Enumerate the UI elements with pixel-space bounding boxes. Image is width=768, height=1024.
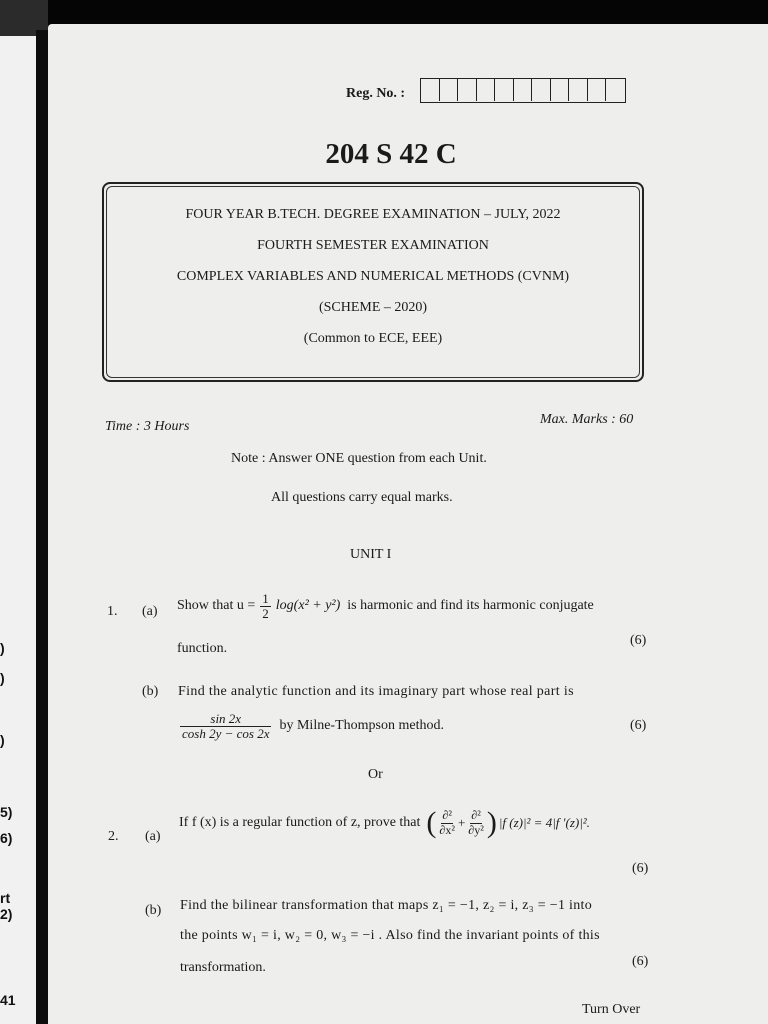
laplacian-identity: |f (z)|² = 4|f ′(z)|².	[498, 815, 590, 830]
fraction-numerator: ∂²	[471, 808, 481, 823]
half-fraction	[260, 592, 271, 620]
question-1a-line1	[177, 592, 594, 620]
subquestion-label: (a)	[142, 604, 158, 619]
reg-no-label: Reg. No. :	[346, 86, 406, 101]
question-2b-line3: transformation.	[180, 960, 266, 975]
exam-title-line: FOUR YEAR B.TECH. DEGREE EXAMINATION – JULY, 2022	[185, 207, 561, 222]
fraction-numerator: sin 2x	[180, 712, 271, 727]
left-paren: (	[426, 806, 437, 839]
question-1a-line2: function.	[177, 641, 228, 656]
q1a-suffix: is harmonic and find its harmonic conjugate	[347, 598, 594, 614]
scheme-line: (SCHEME – 2020)	[318, 300, 428, 315]
question-1b-line2	[178, 712, 444, 740]
right-paren: )	[486, 806, 497, 839]
page-spine-shadow	[36, 30, 48, 1024]
adjacent-page-strip	[0, 36, 38, 1024]
fraction-denominator: ∂x²	[439, 822, 455, 837]
marks-allocation: (6)	[632, 861, 649, 876]
subquestion-label: (b)	[145, 903, 162, 918]
margin-fragment: 2)	[0, 906, 13, 922]
subquestion-label: (b)	[142, 684, 159, 699]
margin-fragment: rt	[0, 890, 11, 906]
question-number: 2.	[108, 829, 119, 844]
marks-allocation: (6)	[630, 633, 647, 648]
reg-no-digit-box[interactable]	[588, 79, 607, 101]
instruction-note: Note : Answer ONE question from each Unit.	[231, 451, 487, 466]
fraction-numerator: 1	[262, 591, 269, 606]
real-part-fraction	[180, 712, 271, 740]
reg-no-boxes	[420, 78, 626, 103]
marks-allocation: (6)	[632, 954, 649, 969]
fraction-denominator: 2	[262, 605, 269, 621]
or-separator: Or	[368, 767, 383, 782]
margin-fragment: )	[0, 640, 5, 656]
reg-no-digit-box[interactable]	[440, 79, 459, 101]
paper-code: 204 S 42 C	[325, 138, 457, 170]
partial-y-fraction	[468, 809, 484, 836]
reg-no-digit-box[interactable]	[606, 79, 625, 101]
question-2a-line1	[179, 808, 590, 838]
fraction-denominator: ∂y²	[468, 822, 484, 837]
margin-fragment: 6)	[0, 830, 13, 846]
q1b-method: by Milne-Thompson method.	[279, 718, 444, 734]
subquestion-label: (a)	[145, 829, 161, 844]
q2a-prefix: If f (x) is a regular function of z, prove that	[179, 815, 421, 830]
turn-over-label: Turn Over	[582, 1002, 641, 1017]
exam-sheet	[48, 24, 768, 1024]
reg-no-digit-box[interactable]	[495, 79, 514, 101]
unit-heading: UNIT I	[350, 547, 392, 562]
margin-fragment: )	[0, 670, 5, 686]
partial-x-fraction	[439, 809, 455, 836]
fraction-numerator: ∂²	[442, 808, 452, 823]
reg-no-digit-box[interactable]	[551, 79, 570, 101]
reg-no-digit-box[interactable]	[514, 79, 533, 101]
margin-fragment: )	[0, 732, 5, 748]
q1a-prefix: Show that u =	[177, 598, 256, 614]
semester-line: FOURTH SEMESTER EXAMINATION	[257, 238, 489, 253]
time-duration: Time : 3 Hours	[105, 419, 190, 434]
question-2b-line1: Find the bilinear transformation that maps z₁ = −1, z₂ = i, z₃ = −1 into	[180, 898, 593, 913]
reg-no-digit-box[interactable]	[569, 79, 588, 101]
reg-no-digit-box[interactable]	[477, 79, 496, 101]
question-1b-line1: Find the analytic function and its imaginary part whose real part is	[178, 684, 574, 699]
plus-sign: +	[457, 815, 466, 830]
max-marks: Max. Marks : 60	[540, 412, 634, 427]
reg-no-digit-box[interactable]	[532, 79, 551, 101]
question-2b-line2: the points w₁ = i, w₂ = 0, w₃ = −i . Also find the invariant points of this	[180, 928, 600, 943]
fraction-denominator: cosh 2y − cos 2x	[182, 725, 270, 741]
reg-no-digit-box[interactable]	[458, 79, 477, 101]
log-expression: log(x² + y²)	[275, 598, 341, 614]
margin-fragment: 5)	[0, 804, 13, 820]
margin-fragment: 41	[0, 992, 16, 1008]
subject-line: COMPLEX VARIABLES AND NUMERICAL METHODS (CVNM)	[176, 269, 570, 284]
branches-line: (Common to ECE, EEE)	[303, 331, 443, 346]
reg-no-digit-box[interactable]	[421, 79, 440, 101]
equal-marks-note: All questions carry equal marks.	[271, 490, 453, 505]
marks-allocation: (6)	[630, 718, 647, 733]
question-number: 1.	[107, 604, 118, 619]
